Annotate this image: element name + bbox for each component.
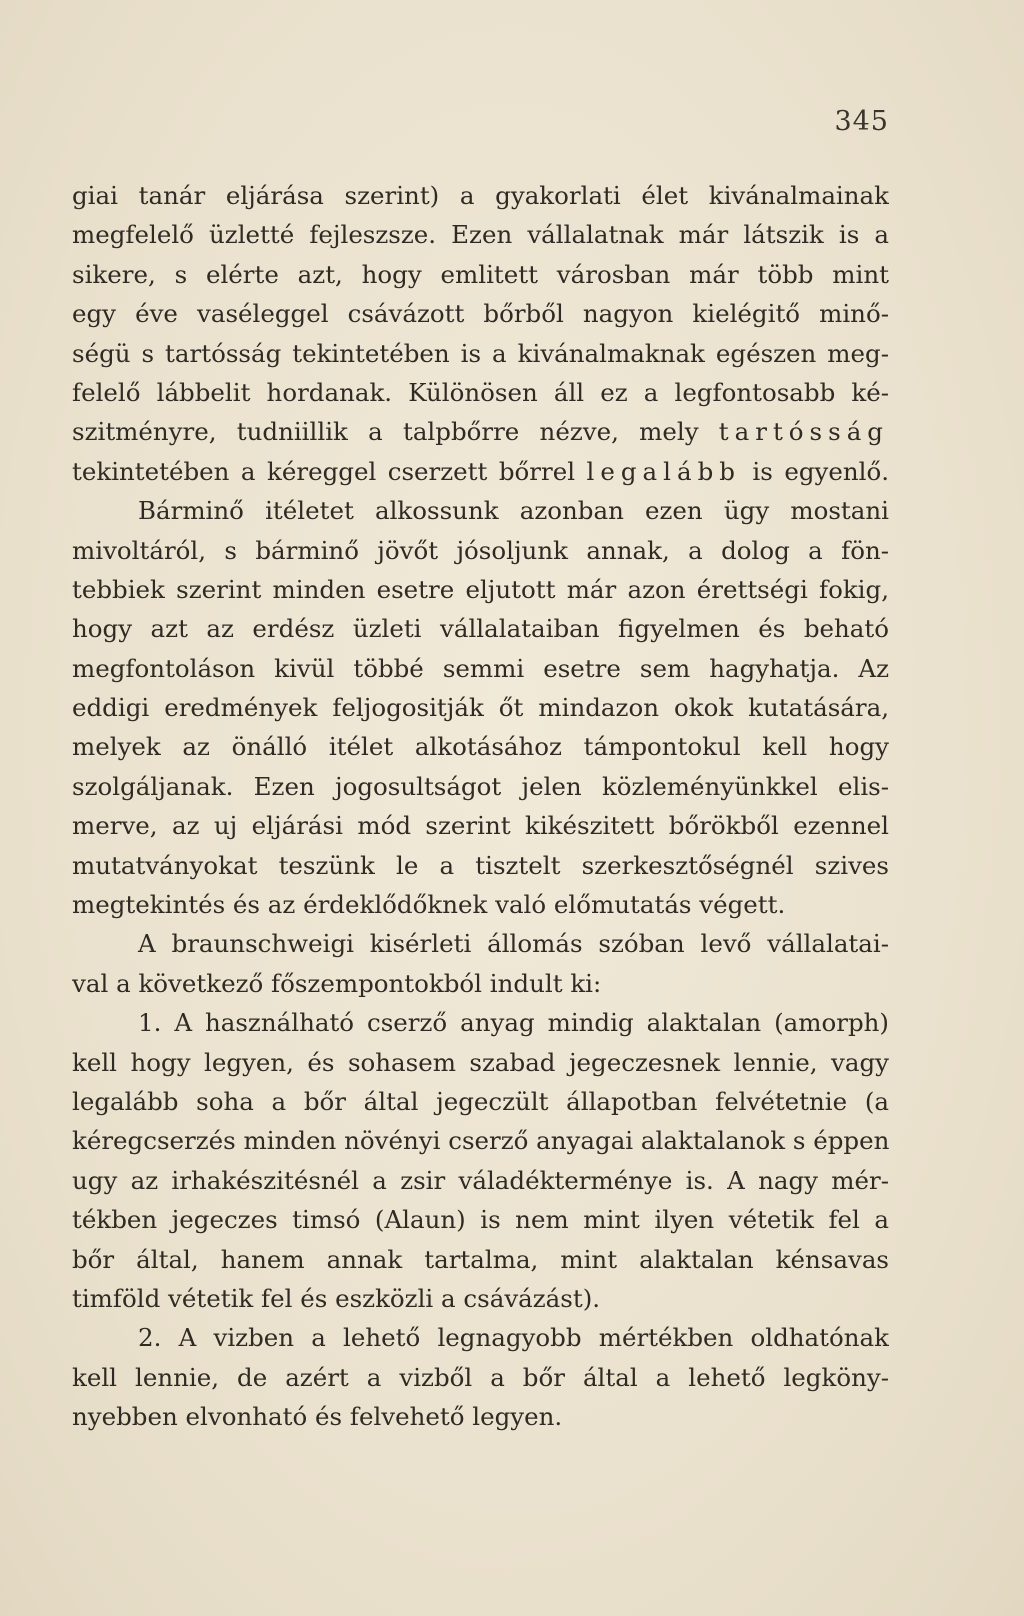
text-line: legalább soha a bőr által jegeczült állapotban felvétetnie (a bbox=[72, 1086, 889, 1116]
text-line bbox=[72, 412, 889, 451]
text-line: eddigi eredmények feljogositják őt mindazon okok kutatására, bbox=[72, 693, 889, 723]
text-line: A braunschweigi kisérleti állomás szóban levő vállalatai- bbox=[138, 929, 889, 959]
text-line: felelő lábbelit hordanak. Különösen áll ez a legfontosabb ké- bbox=[72, 377, 889, 407]
text-line: ségü s tartósság tekintetében is a kivánalmaknak egészen meg- bbox=[72, 338, 889, 368]
text-line: sikere, s elérte azt, hogy emlitett városban már több mint bbox=[72, 259, 889, 289]
text-line: mivoltáról, s bárminő jövőt jósoljunk annak, a dolog a fön- bbox=[72, 535, 889, 565]
emphasized-word: tartósság bbox=[718, 417, 889, 447]
text-line: Bárminő itéletet alkossunk azonban ezen ügy mostani bbox=[138, 496, 889, 526]
text-segment: szitményre, tudniillik a talpbőrre nézve, mely bbox=[72, 417, 719, 447]
text-line: megfelelő üzletté fejleszsze. Ezen vállalatnak már látszik is a bbox=[72, 220, 889, 250]
text-line: timföld vétetik fel és eszközli a csávázást). bbox=[72, 1283, 601, 1313]
text-line: szolgáljanak. Ezen jogosultságot jelen közleményünkkel elis- bbox=[72, 771, 889, 801]
text-line: hogy azt az erdész üzleti vállalataiban figyelmen és beható bbox=[72, 614, 889, 644]
text-line: ugy az irhakészitésnél a zsir váladékterménye is. A nagy mér- bbox=[72, 1165, 889, 1195]
text-line: mutatványokat teszünk le a tisztelt szerkesztőségnél szives bbox=[72, 850, 889, 880]
text-line: melyek az önálló itélet alkotásához támpontokul kell hogy bbox=[72, 732, 889, 762]
text-segment: is egyenlő. bbox=[740, 456, 889, 486]
text-line: kéregcserzés minden növényi cserző anyagai alaktalanok s éppen bbox=[72, 1126, 889, 1156]
text-line: merve, az uj eljárási mód szerint kikészitett bőrökből ezennel bbox=[72, 811, 889, 841]
text-line: kell hogy legyen, és sohasem szabad jegeczesnek lennie, vagy bbox=[72, 1047, 889, 1077]
page-number: 345 bbox=[834, 106, 889, 137]
text-segment: tekintetében a kéreggel cserzett bőrrel bbox=[72, 456, 587, 486]
text-line: val a következő főszempontokból indult ki: bbox=[72, 968, 602, 998]
text-line bbox=[72, 452, 889, 491]
text-line: tékben jegeczes timsó (Alaun) is nem mint ilyen vétetik fel a bbox=[72, 1205, 889, 1235]
text-line: 2. A vizben a lehető legnagyobb mértékben oldhatónak bbox=[138, 1323, 889, 1353]
text-line: bőr által, hanem annak tartalma, mint alaktalan kénsavas bbox=[72, 1244, 889, 1274]
text-line: nyebben elvonható és felvehető legyen. bbox=[72, 1402, 563, 1432]
text-line: megtekintés és az érdeklődőknek való előmutatás végett. bbox=[72, 890, 786, 920]
text-line: tebbiek szerint minden esetre eljutott már azon érettségi fokig, bbox=[72, 574, 889, 604]
text-line: 1. A használható cserző anyag mindig alaktalan (amorph) bbox=[138, 1008, 889, 1038]
text-line: megfontoláson kivül többé semmi esetre sem hagyhatja. Az bbox=[72, 653, 889, 683]
body-text bbox=[72, 176, 889, 1437]
text-line: egy éve vaséleggel csávázott bőrből nagyon kielégitő minő- bbox=[72, 299, 889, 329]
text-line: kell lennie, de azért a vizből a bőr által a lehető legköny- bbox=[72, 1362, 889, 1392]
text-line: giai tanár eljárása szerint) a gyakorlati élet kivánalmainak bbox=[72, 181, 889, 210]
emphasized-word: legalább bbox=[586, 456, 741, 486]
